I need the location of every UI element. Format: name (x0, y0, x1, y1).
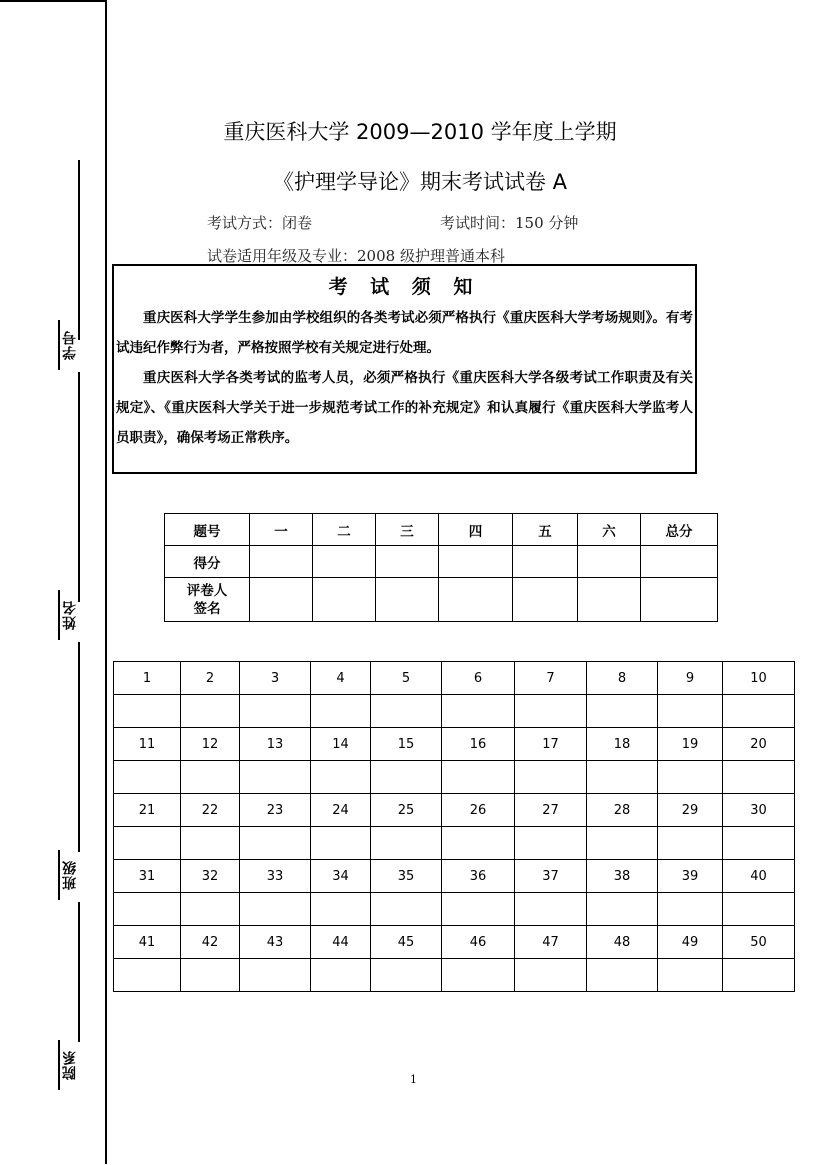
header-cell: 一 (250, 514, 313, 546)
answer-row (114, 893, 795, 926)
question-number-cell: 29 (658, 794, 723, 827)
answer-cell[interactable] (114, 761, 181, 794)
student-id-field: 学号 (58, 320, 80, 370)
answer-cell[interactable] (114, 959, 181, 992)
question-number-cell: 39 (658, 860, 723, 893)
answer-cell[interactable] (515, 695, 587, 728)
answer-cell[interactable] (371, 761, 442, 794)
answer-cell[interactable] (442, 827, 515, 860)
question-number-cell: 33 (240, 860, 311, 893)
grader-label-line1: 评卷人 (186, 582, 228, 599)
grader-sign-cell[interactable] (578, 578, 641, 622)
question-number-cell: 50 (723, 926, 795, 959)
answer-cell[interactable] (658, 959, 723, 992)
score-label: 得分 (165, 546, 250, 578)
question-number-cell: 17 (515, 728, 587, 761)
question-number-cell: 12 (181, 728, 240, 761)
answer-cell[interactable] (240, 827, 311, 860)
answer-cell[interactable] (371, 827, 442, 860)
question-number-cell: 32 (181, 860, 240, 893)
answer-row (114, 959, 795, 992)
question-number-cell: 48 (587, 926, 658, 959)
grader-sign-cell[interactable] (376, 578, 439, 622)
answer-cell[interactable] (181, 761, 240, 794)
score-input-cell[interactable] (439, 546, 513, 578)
answer-cell[interactable] (181, 959, 240, 992)
question-number-row (114, 728, 795, 761)
class-field: 班级 (58, 850, 80, 900)
answer-row (114, 761, 795, 794)
question-number-cell: 34 (311, 860, 371, 893)
answer-cell[interactable] (114, 893, 181, 926)
exam-time: 考试时间：150 分钟 (440, 214, 579, 232)
grader-sign-cell[interactable] (439, 578, 513, 622)
answer-cell[interactable] (442, 761, 515, 794)
header-cell: 六 (578, 514, 641, 546)
answer-cell[interactable] (311, 761, 371, 794)
question-number-cell: 27 (515, 794, 587, 827)
notice-paragraph-1: 重庆医科大学学生参加由学校组织的各类考试必须严格执行《重庆医科大学考场规则》。有考试违纪作弊行为者，严格按照学校有关规定进行处理。 (116, 310, 693, 356)
answer-cell[interactable] (442, 959, 515, 992)
score-row (165, 546, 718, 578)
answer-cell[interactable] (181, 695, 240, 728)
question-number-cell: 40 (723, 860, 795, 893)
answer-grid-body (114, 662, 795, 992)
grader-label-line2: 签名 (193, 600, 221, 617)
question-number-cell: 15 (371, 728, 442, 761)
header-cell: 总分 (641, 514, 718, 546)
question-number-cell: 8 (587, 662, 658, 695)
answer-cell[interactable] (114, 695, 181, 728)
question-number-cell: 6 (442, 662, 515, 695)
binding-line (78, 902, 80, 1042)
score-input-cell[interactable] (250, 546, 313, 578)
grader-label (165, 578, 250, 622)
score-input-cell[interactable] (313, 546, 376, 578)
page-number: 1 (410, 1073, 417, 1086)
header-cell: 二 (313, 514, 376, 546)
exam-notice-box (112, 264, 697, 474)
grader-sign-cell[interactable] (250, 578, 313, 622)
question-number-cell: 3 (240, 662, 311, 695)
answer-row (114, 695, 795, 728)
question-number-cell: 26 (442, 794, 515, 827)
grader-sign-cell[interactable] (641, 578, 718, 622)
header-cell: 五 (513, 514, 578, 546)
question-number-cell: 49 (658, 926, 723, 959)
question-number-cell: 9 (658, 662, 723, 695)
question-number-row (114, 662, 795, 695)
answer-cell[interactable] (240, 695, 311, 728)
exam-mode: 考试方式：闭卷 (207, 214, 313, 232)
answer-cell[interactable] (658, 827, 723, 860)
answer-cell[interactable] (587, 893, 658, 926)
question-number-cell: 24 (311, 794, 371, 827)
answer-cell[interactable] (587, 761, 658, 794)
answer-grid (113, 661, 795, 992)
name-field: 姓名 (58, 590, 80, 640)
question-number-cell: 43 (240, 926, 311, 959)
header-cell: 三 (376, 514, 439, 546)
question-number-cell: 1 (114, 662, 181, 695)
question-number-cell: 36 (442, 860, 515, 893)
answer-cell[interactable] (658, 695, 723, 728)
grader-sign-cell[interactable] (513, 578, 578, 622)
question-number-cell: 16 (442, 728, 515, 761)
score-input-cell[interactable] (578, 546, 641, 578)
answer-cell[interactable] (587, 827, 658, 860)
answer-cell[interactable] (723, 761, 795, 794)
answer-cell[interactable] (311, 695, 371, 728)
score-input-cell[interactable] (376, 546, 439, 578)
answer-cell[interactable] (240, 893, 311, 926)
answer-cell[interactable] (515, 959, 587, 992)
answer-cell[interactable] (515, 893, 587, 926)
question-number-cell: 25 (371, 794, 442, 827)
question-number-cell: 42 (181, 926, 240, 959)
answer-cell[interactable] (114, 827, 181, 860)
grader-row (165, 578, 718, 622)
question-number-cell: 20 (723, 728, 795, 761)
question-number-cell: 31 (114, 860, 181, 893)
answer-cell[interactable] (723, 959, 795, 992)
notice-title: 考 试 须 知 (328, 276, 481, 298)
score-table (164, 513, 718, 622)
question-number-cell: 5 (371, 662, 442, 695)
exam-title-line2: 《护理学导论》期末考试试卷 A (272, 170, 568, 194)
grader-sign-cell[interactable] (313, 578, 376, 622)
answer-cell[interactable] (181, 893, 240, 926)
question-number-cell: 10 (723, 662, 795, 695)
question-number-cell: 45 (371, 926, 442, 959)
question-number-row (114, 794, 795, 827)
header-cell: 题号 (165, 514, 250, 546)
question-number-cell: 35 (371, 860, 442, 893)
answer-cell[interactable] (371, 695, 442, 728)
question-number-cell: 4 (311, 662, 371, 695)
question-number-cell: 30 (723, 794, 795, 827)
answer-cell[interactable] (240, 761, 311, 794)
question-number-cell: 7 (515, 662, 587, 695)
answer-cell[interactable] (658, 761, 723, 794)
question-number-cell: 14 (311, 728, 371, 761)
answer-row (114, 827, 795, 860)
score-input-cell[interactable] (641, 546, 718, 578)
question-number-cell: 21 (114, 794, 181, 827)
department-field: 院系 (58, 1040, 80, 1090)
answer-cell[interactable] (658, 893, 723, 926)
question-number-cell: 22 (181, 794, 240, 827)
answer-cell[interactable] (311, 959, 371, 992)
answer-cell[interactable] (587, 959, 658, 992)
header-cell: 四 (439, 514, 513, 546)
answer-cell[interactable] (311, 827, 371, 860)
question-number-cell: 47 (515, 926, 587, 959)
question-number-row (114, 860, 795, 893)
answer-cell[interactable] (181, 827, 240, 860)
question-number-cell: 44 (311, 926, 371, 959)
question-number-cell: 19 (658, 728, 723, 761)
question-number-cell: 38 (587, 860, 658, 893)
answer-cell[interactable] (515, 827, 587, 860)
answer-cell[interactable] (723, 893, 795, 926)
question-number-cell: 41 (114, 926, 181, 959)
question-number-cell: 46 (442, 926, 515, 959)
score-input-cell[interactable] (513, 546, 578, 578)
binding-line (78, 642, 80, 852)
answer-cell[interactable] (515, 761, 587, 794)
answer-cell[interactable] (442, 695, 515, 728)
question-number-cell: 28 (587, 794, 658, 827)
answer-cell[interactable] (371, 893, 442, 926)
answer-cell[interactable] (723, 827, 795, 860)
exam-title-line1: 重庆医科大学 2009—2010 学年度上学期 (223, 120, 617, 144)
notice-paragraph-2: 重庆医科大学各类考试的监考人员，必须严格执行《重庆医科大学各级考试工作职责及有关规定》、《重庆医科大学关于进一步规范考试工作的补充规定》和认真履行《重庆医科大学监考人员职责》，确保考场正常秩序。 (116, 370, 693, 446)
question-number-cell: 37 (515, 860, 587, 893)
question-number-row (114, 926, 795, 959)
binding-line (78, 372, 80, 602)
score-table-header-row (165, 514, 718, 546)
question-number-cell: 18 (587, 728, 658, 761)
answer-cell[interactable] (371, 959, 442, 992)
answer-cell[interactable] (311, 893, 371, 926)
answer-cell[interactable] (723, 695, 795, 728)
question-number-cell: 11 (114, 728, 181, 761)
question-number-cell: 23 (240, 794, 311, 827)
answer-cell[interactable] (442, 893, 515, 926)
question-number-cell: 2 (181, 662, 240, 695)
answer-cell[interactable] (587, 695, 658, 728)
applicable-grade-major: 试卷适用年级及专业：2008 级护理普通本科 (207, 247, 505, 265)
question-number-cell: 13 (240, 728, 311, 761)
answer-cell[interactable] (240, 959, 311, 992)
